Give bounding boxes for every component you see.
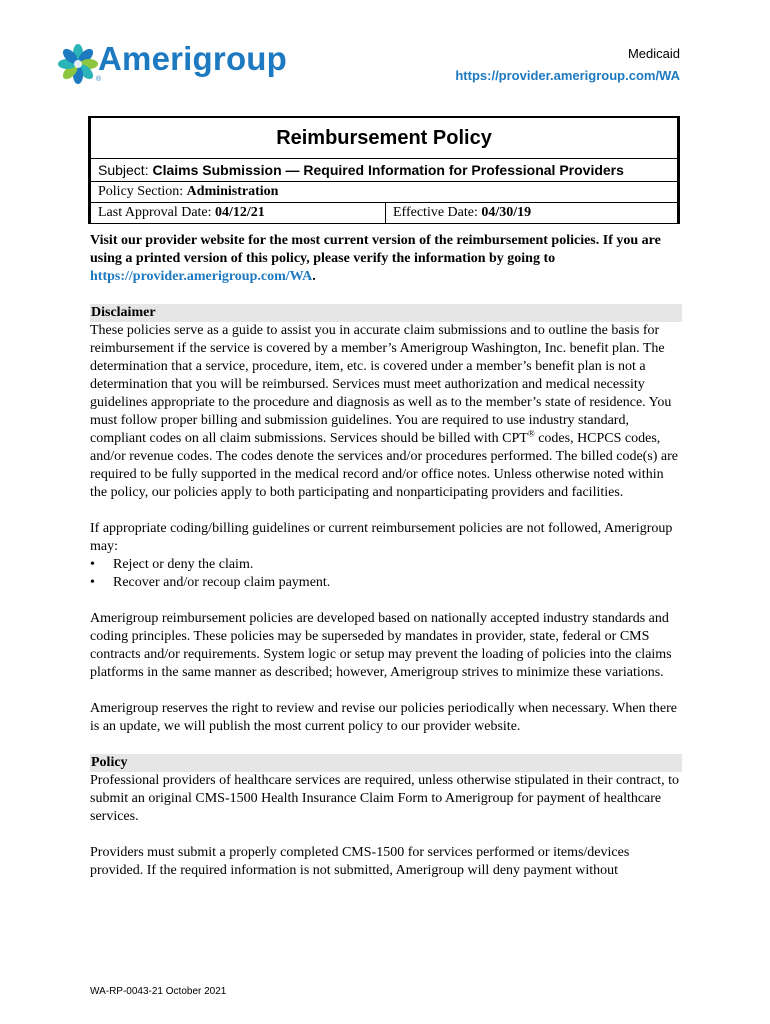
cpt-registered-mark: ® <box>527 428 535 439</box>
amerigroup-logo-icon <box>58 38 98 90</box>
disclaimer-paragraph-1 <box>90 322 682 502</box>
subject-value: Claims Submission — Required Information for Professional Providers <box>152 162 624 178</box>
list-item-text: Reject or deny the claim. <box>113 557 254 572</box>
bullet-icon: • <box>90 557 95 572</box>
disclaimer-p1-text: These policies serve as a guide to assist you in accurate claim submissions and to outline the basis for reimbursement if the service is covered by a member’s Amerigroup Washington, Inc. benefit plan. The determination that a service, procedure, item, etc. is covered under a member’s benefit plan is not a determination that you will be reimbursed. Services must meet authorization and medical necessity guidelines appropriate to the procedure and diagnosis as well as to the member’s state of residence. You must follow proper billing and submission guidelines. You are required to use industry standard, compliant codes on all claim submissions. Services should be billed with CPT <box>90 323 672 446</box>
notice-text: Visit our provider website for the most current version of the reimbursement policies. If you are using a printed version of this policy, please verify the information by going to <box>90 233 661 266</box>
disclaimer-paragraph-3: Amerigroup reimbursement policies are developed based on nationally accepted industry standards and coding principles. These policies may be superseded by mandates in provider, state, federal or CMS contracts and/or requirements. System logic or setup may prevent the loading of policies into the claims platforms in the same manner as described; however, Amerigroup strives to minimize these variations. <box>90 611 672 680</box>
disclaimer-heading: Disclaimer <box>90 304 682 322</box>
program-label: Medicaid <box>627 46 680 61</box>
policy-content <box>90 232 682 880</box>
notice-link[interactable]: https://provider.amerigroup.com/WA <box>90 269 313 284</box>
section-value: Administration <box>186 184 279 199</box>
subject-label: Subject: <box>98 162 153 178</box>
policy-section <box>90 182 679 203</box>
policy-paragraph-2: Providers must submit a properly completed CMS-1500 for services performed or items/devices provided. If the required information is not submitted, Amerigroup will deny payment without <box>90 845 630 878</box>
approval-value: 04/12/21 <box>215 205 265 220</box>
effective-value: 04/30/19 <box>481 205 532 220</box>
policy-subject <box>90 159 679 182</box>
logo-wordmark: Amerigroup <box>98 40 288 77</box>
disclaimer-p1-rest: codes, HCPCS codes, and/or revenue codes. The codes denote the services and/or procedures performed. The billed code(s) are required to be fully supported in the medical record and/or office notes. Unless otherwise noted within the policy, our policies apply to both participating and nonparticipating providers and facilities. <box>90 431 679 500</box>
bullet-icon: • <box>90 575 95 590</box>
list-item-text: Recover and/or recoup claim payment. <box>113 575 331 590</box>
list-item <box>90 574 682 592</box>
policy-heading: Policy <box>90 754 682 772</box>
document-footer: WA-RP-0043-21 October 2021 <box>90 986 227 997</box>
policy-title: Reimbursement Policy <box>90 117 679 159</box>
approval-label: Last Approval Date: <box>98 205 216 220</box>
provider-url-link[interactable]: https://provider.amerigroup.com/WA <box>455 68 680 83</box>
section-label: Policy Section: <box>98 184 187 199</box>
notice-end: . <box>312 269 316 284</box>
policy-info-table <box>88 116 680 224</box>
consequence-list <box>90 556 682 592</box>
effective-date <box>386 203 679 224</box>
website-notice <box>90 232 682 286</box>
logo-registered-mark: ® <box>96 76 102 83</box>
disclaimer-paragraph-2: If appropriate coding/billing guidelines or current reimbursement policies are not followed, Amerigroup may: <box>90 521 673 554</box>
effective-label: Effective Date: <box>393 205 482 220</box>
list-item <box>90 556 682 574</box>
disclaimer-paragraph-4: Amerigroup reserves the right to review and revise our policies periodically when necessary. When there is an update, we will publish the most current policy to our provider website. <box>90 701 678 734</box>
last-approval-date <box>90 203 386 224</box>
policy-paragraph-1: Professional providers of healthcare services are required, unless otherwise stipulated in their contract, to submit an original CMS-1500 Health Insurance Claim Form to Amerigroup for payment of healthcare services. <box>90 773 679 824</box>
